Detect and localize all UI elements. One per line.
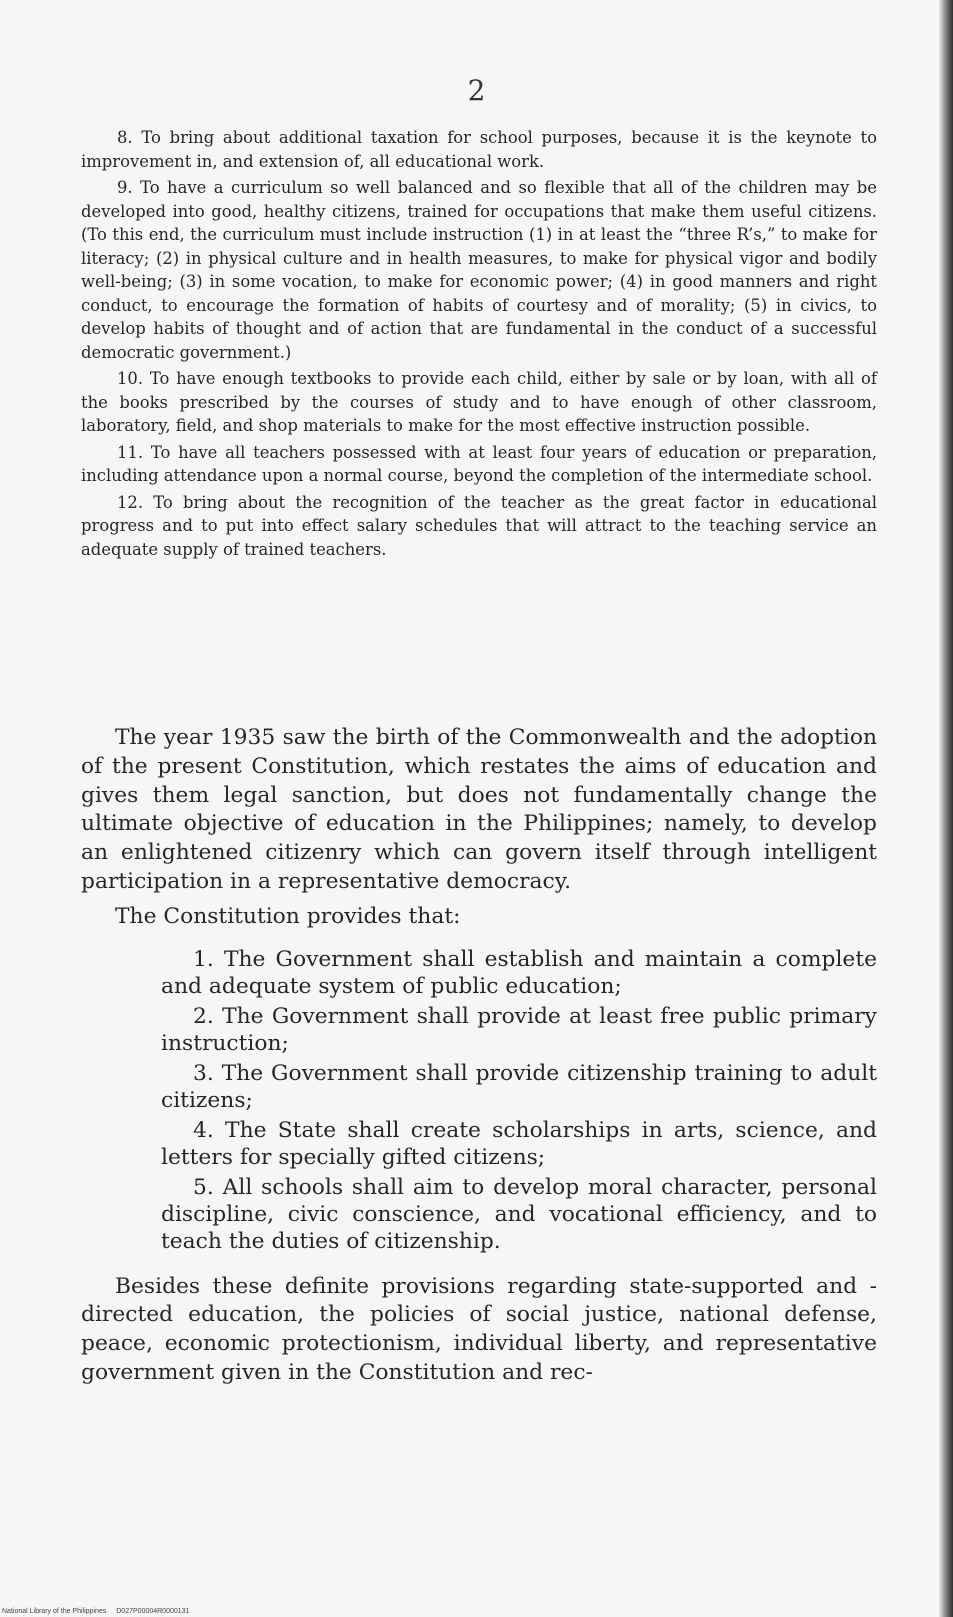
provision-item-2: 2. The Government shall provide at least free public primary instruction; bbox=[161, 1003, 877, 1056]
scan-footer-credit bbox=[2, 1608, 197, 1615]
provision-item-4: 4. The State shall create scholarships in arts, science, and letters for specially gifted citizens; bbox=[161, 1117, 877, 1170]
aim-paragraph-10: 10. To have enough textbooks to provide each child, either by sale or by loan, with all of the books prescribed by the courses of study and to have enough of other classroom, laboratory, field, and shop materials to make for the most effective instruction possible. bbox=[81, 369, 877, 435]
aim-paragraph-9: 9. To have a curriculum so well balanced and so flexible that all of the children may be developed into good, healthy citizens, trained for occupations that make them useful citizens. (To this end, the curriculum must include instruction (1) in at least the “three R’s,” to make for literacy; (2) in physical culture and in health measures, to make for physical vigor and bodily well-being; (3) in some vocation, to make for economic power; (4) in good manners and right conduct, to encourage the formation of habits of courtesy and of morality; (5) in civics, to develop habits of thought and of action that are fundamental in the conduct of a successful democratic government.) bbox=[81, 178, 877, 362]
provision-item-1: 1. The Government shall establish and maintain a complete and adequate system of public education; bbox=[161, 946, 877, 999]
aims-list-section bbox=[81, 126, 877, 564]
constitution-section bbox=[81, 724, 877, 1388]
aim-paragraph-12: 12. To bring about the recognition of the teacher as the great factor in educational progress and to put into effect salary schedules that will attract to the teaching service an adequate supply of trained teachers. bbox=[81, 492, 877, 559]
footer-code: D027P00004R0000131 bbox=[116, 1608, 190, 1615]
constitution-intro: The Constitution provides that: bbox=[115, 903, 461, 929]
page-number: 2 bbox=[467, 74, 486, 107]
page-edge-shadow bbox=[939, 0, 953, 1617]
provision-item-5: 5. All schools shall aim to develop moral character, personal discipline, civic conscience, and vocational efficiency, and to teach the duties of citizenship. bbox=[161, 1174, 877, 1254]
footer-library: National Library of the Philippines bbox=[2, 1608, 107, 1615]
constitution-provisions-list bbox=[81, 946, 877, 1255]
closing-paragraph: Besides these definite provisions regarding state-supported and -directed education, the policies of social justice, national defense, peace, economic protectionism, individual liberty, and representative government given in the Constitution and rec- bbox=[81, 1273, 877, 1385]
aim-paragraph-8: 8. To bring about additional taxation for school purposes, because it is the keynote to improvement in, and extension of, all educational work. bbox=[81, 128, 877, 171]
aim-paragraph-11: 11. To have all teachers possessed with at least four years of education or preparation, including attendance upon a normal course, beyond the completion of the intermediate school. bbox=[81, 442, 877, 485]
provision-item-3: 3. The Government shall provide citizenship training to adult citizens; bbox=[161, 1060, 877, 1113]
commonwealth-paragraph: The year 1935 saw the birth of the Commonwealth and the adoption of the present Constitution, which restates the aims of education and gives them legal sanction, but does not fundamentally change the ultimate objective of education in the Philippines; namely, to develop an enlightened citizenry which can govern itself through intelligent participation in a representative democracy. bbox=[81, 725, 877, 894]
